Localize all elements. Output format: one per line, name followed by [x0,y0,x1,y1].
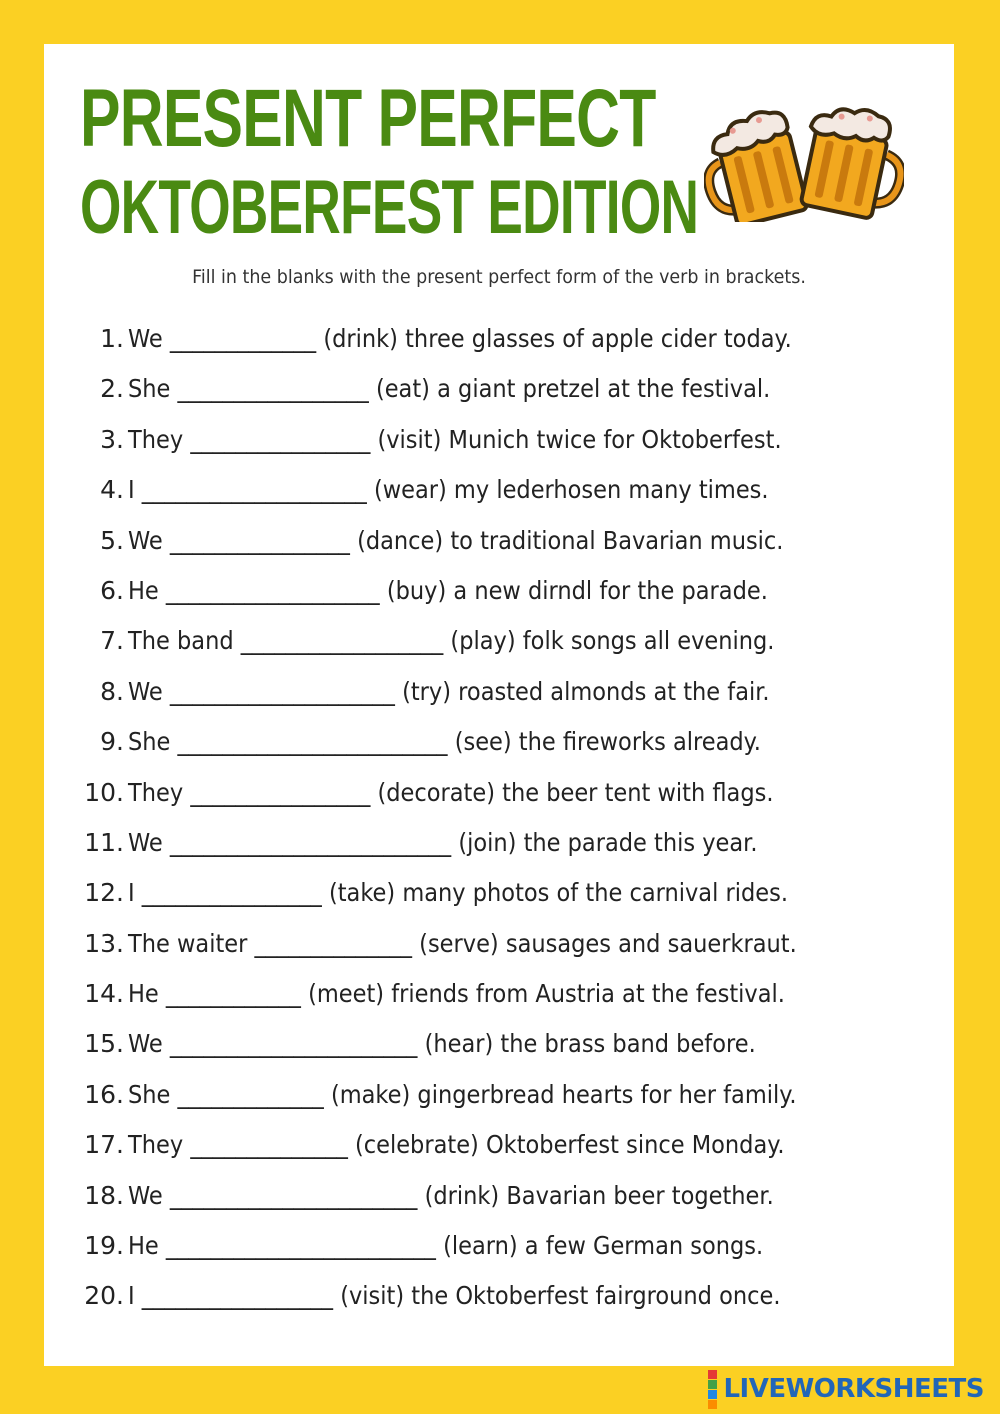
question-item [44,975,954,1025]
question-text: We ______________________ (hear) the brass band before. [128,1029,756,1059]
title-line-2: OKTOBERFEST EDITION [80,165,699,250]
logo-block-l [708,1370,717,1379]
beer-mugs-cheers-icon [704,92,904,222]
brand-name: LIVEWORKSHEETS [723,1374,984,1404]
instructions: Fill in the blanks with the present perfect form of the verb in brackets. [192,266,806,288]
question-number: 12. [84,878,124,908]
question-text: She _________________ (eat) a giant pretzel at the festival. [128,374,771,404]
question-number: 1. [100,324,124,353]
question-text: We ____________________ (try) roasted almonds at the fair. [128,676,770,706]
question-item [44,774,954,824]
question-number: 8. [100,676,124,706]
question-number: 20. [84,1281,124,1311]
question-text: I _________________ (visit) the Oktoberfest fairground once. [128,1281,781,1311]
question-item [44,925,954,975]
logo-block-e [708,1400,717,1409]
question-text: I ________________ (take) many photos of the carnival rides. [128,878,788,908]
question-text: He ________________________ (learn) a few German songs. [128,1231,764,1261]
logo-block-v [708,1390,717,1399]
worksheet-page [44,44,954,1366]
question-item [44,1227,954,1277]
question-number: 18. [84,1180,124,1210]
question-item [44,1076,954,1126]
question-number: 16. [84,1079,124,1109]
question-text: I ____________________ (wear) my lederhosen many times. [128,475,769,505]
question-item [44,723,954,773]
question-text: We _____________ (drink) three glasses of apple cider today. [128,324,792,353]
question-text: They ________________ (decorate) the beer tent with flags. [128,777,774,807]
question-number: 15. [84,1029,124,1059]
question-number: 4. [100,475,124,505]
question-item [44,1277,954,1327]
question-number: 17. [84,1130,124,1160]
question-number: 6. [100,575,124,605]
question-text: She _____________ (make) gingerbread hearts for her family. [128,1079,797,1109]
question-item [44,471,954,521]
question-number: 3. [100,424,124,454]
question-number: 10. [84,777,124,807]
logo-block-i [708,1380,717,1389]
liveworksheets-logo-icon [708,1370,717,1409]
question-text: The waiter ______________ (serve) sausages and sauerkraut. [128,928,797,958]
question-number: 11. [84,827,124,857]
question-text: He ___________________ (buy) a new dirndl for the parade. [128,575,768,605]
question-item [44,874,954,924]
question-item [44,572,954,622]
question-item [44,320,954,370]
question-text: We _________________________ (join) the parade this year. [128,827,758,857]
question-item [44,1177,954,1227]
question-text: They ________________ (visit) Munich twice for Oktoberfest. [128,424,782,454]
question-item [44,1126,954,1176]
question-list [44,320,954,1328]
question-text: The band __________________ (play) folk songs all evening. [128,626,775,656]
question-item [44,673,954,723]
question-text: We ________________ (dance) to traditional Bavarian music. [128,525,784,555]
question-number: 5. [100,525,124,555]
question-text: We ______________________ (drink) Bavarian beer together. [128,1180,774,1210]
question-text: They ______________ (celebrate) Oktoberfest since Monday. [128,1130,785,1160]
question-number: 2. [100,374,124,404]
question-number: 19. [84,1231,124,1261]
question-number: 14. [84,979,124,1009]
question-number: 7. [100,626,124,656]
liveworksheets-footer[interactable] [708,1368,984,1410]
question-item [44,421,954,471]
question-number: 9. [100,727,124,757]
question-text: She ________________________ (see) the fireworks already. [128,727,761,757]
question-item [44,370,954,420]
question-text: He ____________ (meet) friends from Austria at the festival. [128,979,785,1009]
question-item [44,1025,954,1075]
question-item [44,824,954,874]
title-line-1: PRESENT PERFECT [80,73,656,164]
question-item [44,622,954,672]
question-number: 13. [84,928,124,958]
question-item [44,522,954,572]
